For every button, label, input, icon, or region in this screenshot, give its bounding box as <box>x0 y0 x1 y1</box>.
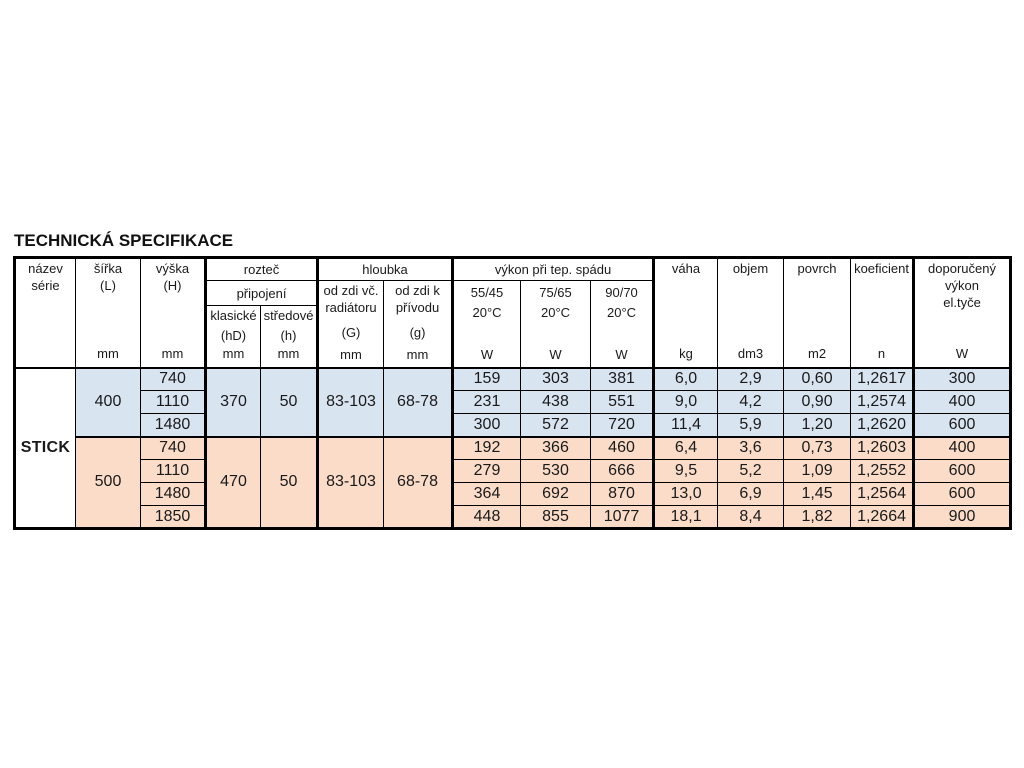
cell-w7565: 855 <box>521 506 591 529</box>
header-doporuceny <box>914 258 1011 368</box>
cell-roztec-klasicke: 370 <box>206 368 261 437</box>
cell-vaha: 6,0 <box>654 368 718 391</box>
cell-koeficient: 1,2564 <box>851 483 914 506</box>
cell-objem: 4,2 <box>718 391 784 414</box>
header-stredove-symbol: (h) <box>280 327 297 343</box>
header-od-zdi-privodu-unit: mm <box>406 347 429 362</box>
header-spad-5545-temp: 20°C <box>472 305 502 321</box>
cell-w9070: 381 <box>591 368 654 391</box>
header-od-zdi-radiatoru-line2: radiátoru <box>325 299 377 315</box>
header-sirka <box>76 258 141 368</box>
cell-povrch: 0,90 <box>784 391 851 414</box>
cell-koeficient: 1,2617 <box>851 368 914 391</box>
header-spad-5545-grad: 55/45 <box>470 285 504 300</box>
header-spad-5545-unit: W <box>480 347 494 362</box>
cell-doporuceny: 300 <box>914 368 1011 391</box>
table-row <box>15 483 1011 506</box>
header-vyska-symbol: (H) <box>163 277 182 293</box>
cell-w5545: 192 <box>453 437 521 460</box>
cell-doporuceny: 600 <box>914 483 1011 506</box>
header-spad-9070-unit: W <box>615 347 628 362</box>
spec-table <box>13 256 1012 530</box>
header-objem <box>718 258 784 368</box>
header-od-zdi-privodu-line2: přívodu <box>395 299 440 315</box>
header-spad-5545 <box>453 281 521 368</box>
cell-w7565: 438 <box>521 391 591 414</box>
cell-w5545: 448 <box>453 506 521 529</box>
cell-doporuceny: 400 <box>914 391 1011 414</box>
header-spad-9070 <box>591 281 654 368</box>
header-nazev-line2: série <box>31 277 60 293</box>
header-od-zdi-privodu <box>384 281 453 368</box>
header-od-zdi-radiatoru-unit: mm <box>340 347 362 362</box>
header-koeficient <box>851 258 914 368</box>
table-row <box>15 414 1011 437</box>
cell-vaha: 11,4 <box>654 414 718 437</box>
cell-vaha: 13,0 <box>654 483 718 506</box>
cell-w9070: 666 <box>591 460 654 483</box>
header-spad-7565-temp: 20°C <box>540 305 571 321</box>
cell-doporuceny: 400 <box>914 437 1011 460</box>
cell-w7565: 692 <box>521 483 591 506</box>
cell-povrch: 1,09 <box>784 460 851 483</box>
header-sirka-symbol: (L) <box>100 277 116 293</box>
header-od-zdi-radiatoru-line1: od zdi vč. <box>323 283 379 298</box>
cell-w9070: 551 <box>591 391 654 414</box>
cell-w5545: 159 <box>453 368 521 391</box>
cell-w5545: 300 <box>453 414 521 437</box>
header-koeficient-label: koeficient <box>854 261 909 276</box>
header-doporuceny-unit: W <box>955 346 969 361</box>
header-vaha <box>654 258 718 368</box>
cell-vyska: 1480 <box>141 483 206 506</box>
cell-objem: 5,2 <box>718 460 784 483</box>
header-roztec: rozteč <box>206 258 318 281</box>
header-doporuceny-line3: el.tyče <box>943 294 981 310</box>
header-klasicke-symbol: (hD) <box>220 327 247 343</box>
header-stredove-unit: mm <box>277 346 300 361</box>
cell-objem: 8,4 <box>718 506 784 529</box>
cell-hloubka-radiator: 83-103 <box>318 368 384 437</box>
cell-doporuceny: 600 <box>914 414 1011 437</box>
header-nazev-serie <box>15 258 76 368</box>
cell-vyska: 1480 <box>141 414 206 437</box>
header-row-1 <box>15 258 1011 281</box>
cell-w5545: 279 <box>453 460 521 483</box>
cell-koeficient: 1,2552 <box>851 460 914 483</box>
cell-povrch: 0,60 <box>784 368 851 391</box>
cell-vaha: 9,5 <box>654 460 718 483</box>
cell-sirka-500: 500 <box>76 437 141 529</box>
cell-roztec-klasicke: 470 <box>206 437 261 529</box>
cell-povrch: 1,82 <box>784 506 851 529</box>
header-klasicke <box>206 306 261 368</box>
cell-w7565: 572 <box>521 414 591 437</box>
header-vaha-unit: kg <box>679 346 693 361</box>
cell-vaha: 18,1 <box>654 506 718 529</box>
cell-w7565: 366 <box>521 437 591 460</box>
cell-roztec-stredove: 50 <box>261 368 318 437</box>
header-spad-9070-temp: 20°C <box>607 305 637 321</box>
cell-doporuceny: 900 <box>914 506 1011 529</box>
header-nazev-line1: název <box>28 261 63 276</box>
header-objem-unit: dm3 <box>737 346 764 361</box>
header-vaha-label: váha <box>671 261 701 276</box>
header-od-zdi-radiatoru <box>318 281 384 368</box>
header-vyska <box>141 258 206 368</box>
cell-povrch: 1,45 <box>784 483 851 506</box>
cell-vyska: 1110 <box>141 460 206 483</box>
cell-vaha: 6,4 <box>654 437 718 460</box>
table-row <box>15 506 1011 529</box>
header-od-zdi-radiatoru-symbol: (G) <box>341 324 361 340</box>
cell-objem: 3,6 <box>718 437 784 460</box>
header-spad-7565 <box>521 281 591 368</box>
header-klasicke-label: klasické <box>210 308 257 323</box>
header-sirka-unit: mm <box>97 346 119 361</box>
header-povrch-label: povrch <box>797 261 837 276</box>
cell-w9070: 1077 <box>591 506 654 529</box>
cell-objem: 5,9 <box>718 414 784 437</box>
cell-hloubka-radiator: 83-103 <box>318 437 384 529</box>
cell-koeficient: 1,2574 <box>851 391 914 414</box>
header-vyska-label: výška <box>155 261 190 276</box>
header-koeficient-unit: n <box>877 346 886 361</box>
table-row <box>15 368 1011 391</box>
header-stredove <box>261 306 318 368</box>
cell-w5545: 231 <box>453 391 521 414</box>
cell-objem: 2,9 <box>718 368 784 391</box>
header-sirka-label: šířka <box>93 261 123 276</box>
cell-sirka-400: 400 <box>76 368 141 437</box>
cell-vaha: 9,0 <box>654 391 718 414</box>
table-row <box>15 391 1011 414</box>
cell-vyska: 740 <box>141 437 206 460</box>
page-title: TECHNICKÁ SPECIFIKACE <box>14 231 234 250</box>
cell-w9070: 460 <box>591 437 654 460</box>
header-vykon: výkon při tep. spádu <box>453 258 654 281</box>
header-klasicke-unit: mm <box>222 346 245 361</box>
cell-hloubka-privod: 68-78 <box>384 368 453 437</box>
cell-povrch: 1,20 <box>784 414 851 437</box>
cell-roztec-stredove: 50 <box>261 437 318 529</box>
header-od-zdi-privodu-line1: od zdi k <box>395 283 440 298</box>
cell-doporuceny: 600 <box>914 460 1011 483</box>
header-spad-9070-grad: 90/70 <box>605 285 638 300</box>
cell-povrch: 0,73 <box>784 437 851 460</box>
cell-w7565: 530 <box>521 460 591 483</box>
cell-koeficient: 1,2620 <box>851 414 914 437</box>
cell-series-name: STICK <box>15 368 76 529</box>
header-spad-7565-grad: 75/65 <box>539 285 572 300</box>
header-povrch-unit: m2 <box>808 346 827 361</box>
cell-vyska: 740 <box>141 368 206 391</box>
header-hloubka: hloubka <box>318 258 453 281</box>
header-spad-7565-unit: W <box>549 347 562 362</box>
cell-w9070: 720 <box>591 414 654 437</box>
header-stredove-label: středové <box>263 308 314 323</box>
cell-w9070: 870 <box>591 483 654 506</box>
header-vyska-unit: mm <box>161 346 184 361</box>
header-objem-label: objem <box>732 261 769 276</box>
cell-objem: 6,9 <box>718 483 784 506</box>
cell-w7565: 303 <box>521 368 591 391</box>
cell-koeficient: 1,2603 <box>851 437 914 460</box>
header-od-zdi-privodu-symbol: (g) <box>409 324 426 340</box>
cell-vyska: 1110 <box>141 391 206 414</box>
table-row <box>15 437 1011 460</box>
header-pripojeni: připojení <box>206 281 318 306</box>
cell-w5545: 364 <box>453 483 521 506</box>
table-row <box>15 460 1011 483</box>
header-povrch <box>784 258 851 368</box>
header-doporuceny-line2: výkon <box>945 277 979 293</box>
cell-koeficient: 1,2664 <box>851 506 914 529</box>
cell-vyska: 1850 <box>141 506 206 529</box>
header-doporuceny-line1: doporučený <box>928 261 996 276</box>
cell-hloubka-privod: 68-78 <box>384 437 453 529</box>
